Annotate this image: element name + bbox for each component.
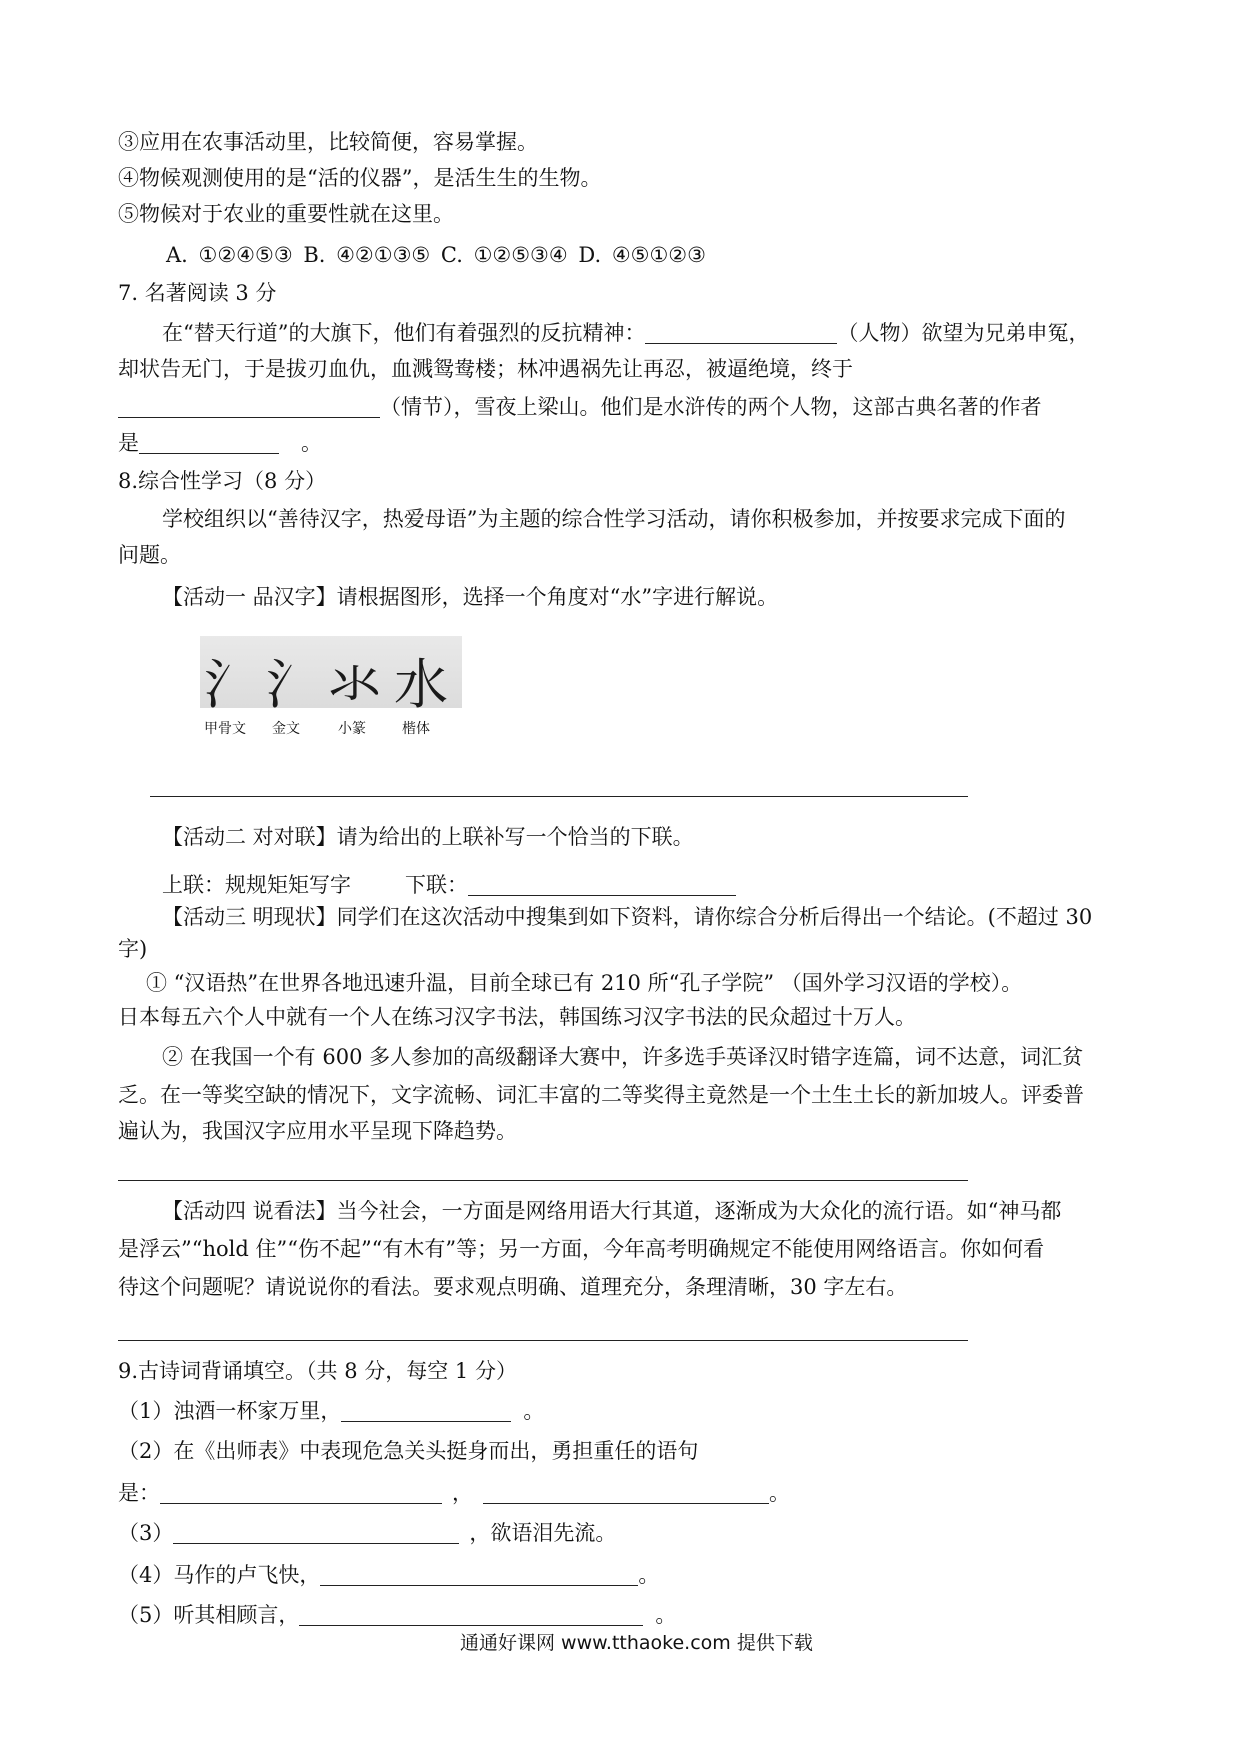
option-item-4: ④物候观测使用的是“活的仪器”，是活生生的生物。: [118, 166, 602, 190]
option-item-5: ⑤物候对于农业的重要性就在这里。: [118, 202, 454, 226]
q8-intro-line2: 问题。: [118, 543, 181, 567]
activity-1-prompt: 【活动一 品汉字】请根据图形，选择一个角度对“水”字进行解说。: [162, 585, 779, 609]
q7-line4: [118, 428, 322, 458]
caption-oracle: 甲骨文: [204, 721, 246, 737]
q9-s5-end: 。: [655, 1603, 677, 1627]
q9-s2-text: 是：: [118, 1481, 160, 1505]
activity-2-prompt: 【活动二 对对联】请为给出的上联补写一个恰当的下联。: [162, 825, 694, 849]
q9-s5-text: （5）听其相顾言，: [118, 1603, 300, 1627]
material-2-line3: 遍认为，我国汉字应用水平呈现下降趋势。: [118, 1119, 517, 1143]
activity-3-answer-line[interactable]: [118, 1180, 968, 1181]
q7-line4-text-b: 。: [301, 431, 322, 455]
q9-s4-blank[interactable]: [320, 1563, 638, 1586]
caption-seal: 小篆: [338, 721, 366, 737]
q9-title: 9.古诗词背诵填空。（共 8 分，每空 1 分）: [118, 1359, 517, 1383]
water-glyph-image: [200, 636, 462, 716]
q7-blank-character[interactable]: [645, 321, 837, 344]
q9-s4: [118, 1560, 659, 1590]
activity-3-prompt-2: 字): [118, 937, 148, 961]
q9-s3-end: ，欲语泪先流。: [469, 1521, 617, 1545]
glyph-seal: 氺: [328, 653, 382, 716]
q7-line3-text: （情节），雪夜上梁山。他们是水浒传的两个人物，这部古典名著的作者: [380, 395, 1042, 419]
couplet-lower-blank[interactable]: [468, 873, 736, 896]
q9-s4-text: （4）马作的卢飞快，: [118, 1563, 321, 1587]
q7-line1: [162, 318, 1089, 348]
q7-blank-plot[interactable]: [118, 395, 380, 418]
q7-line3: [118, 392, 1042, 422]
q7-line2: 却状告无门，于是拔刃血仇，血溅鸳鸯楼；林冲遇祸先让再忍，被逼绝境，终于: [118, 357, 853, 381]
q7-line1-text-a: 在“替天行道”的大旗下，他们有着强烈的反抗精神：: [162, 321, 646, 345]
material-1-line2: 日本每五六个人中就有一个人在练习汉字书法，韩国练习汉字书法的民众超过十万人。: [118, 1005, 916, 1029]
glyph-bronze: ⺡: [266, 653, 320, 716]
q8-intro-line1: 学校组织以“善待汉字，热爱母语”为主题的综合性学习活动，请你积极参加，并按要求完成下面的: [162, 507, 1066, 531]
q9-s1-text: （1）浊酒一杯家万里，: [118, 1399, 342, 1423]
q9-s3: [118, 1518, 616, 1548]
q7-line1-text-b: （人物）欲望为兄弟申冤，: [837, 321, 1090, 345]
q9-s5: [118, 1600, 676, 1630]
q9-s2-prompt: （2）在《出师表》中表现危急关头挺身而出，勇担重任的语句: [118, 1439, 699, 1463]
activity-4-line3: 待这个问题呢？请说说你的看法。要求观点明确、道理充分，条理清晰，30 字左右。: [118, 1275, 908, 1299]
answer-choices: A. ①②④⑤③ B. ④②①③⑤ C. ①②⑤③④ D. ④⑤①②③: [166, 243, 706, 267]
q9-s3-text: （3）: [118, 1521, 174, 1545]
couplet-line: [162, 870, 736, 900]
q9-s1-blank[interactable]: [341, 1399, 511, 1422]
q9-s4-end: 。: [638, 1563, 660, 1587]
activity-1-answer-line[interactable]: [150, 796, 968, 797]
material-2-line1: ② 在我国一个有 600 多人参加的高级翻译大赛中，许多选手英译汉时错字连篇，词不达意，词汇贫: [162, 1045, 1084, 1069]
activity-4-answer-line[interactable]: [118, 1340, 968, 1341]
glyph-oracle: 氵: [204, 653, 258, 716]
q9-s2-blank-2[interactable]: [483, 1481, 769, 1504]
page-footer: 通通好课网 www.tthaoke.com 提供下载: [460, 1632, 813, 1654]
q9-s2-comma: ，: [452, 1481, 473, 1505]
caption-bronze: 金文: [272, 721, 300, 737]
q7-blank-author[interactable]: [139, 431, 279, 454]
q9-s2: [118, 1478, 790, 1508]
glyph-regular: 水: [394, 653, 448, 716]
couplet-lower-label: 下联：: [405, 873, 468, 897]
activity-4-line1: 【活动四 说看法】当今社会，一方面是网络用语大行其道，逐渐成为大众化的流行语。如“神马都: [162, 1199, 1062, 1223]
q8-title: 8.综合性学习（8 分）: [118, 469, 327, 493]
q9-s2-blank-1[interactable]: [160, 1481, 442, 1504]
material-2-line2: 乏。在一等奖空缺的情况下，文字流畅、词汇丰富的二等奖得主竟然是一个土生土长的新加坡人。评委普: [118, 1083, 1084, 1107]
activity-3-prompt-1: 【活动三 明现状】同学们在这次活动中搜集到如下资料，请你综合分析后得出一个结论。(不超过 30: [162, 905, 1093, 929]
q7-line4-text-a: 是: [118, 431, 139, 455]
option-item-3: ③应用在农事活动里，比较简便，容易掌握。: [118, 130, 538, 154]
q9-s1: [118, 1396, 544, 1426]
caption-regular: 楷体: [402, 721, 430, 737]
activity-4-line2: 是浮云”“hold 住”“伤不起”“有木有”等；另一方面，今年高考明确规定不能使用网络语言。你如何看: [118, 1237, 1045, 1261]
q9-s1-end: 。: [523, 1399, 545, 1423]
q7-title: 7. 名著阅读 3 分: [118, 281, 277, 305]
couplet-upper: 上联：规规矩矩写字: [162, 873, 351, 897]
q9-s5-blank[interactable]: [299, 1603, 643, 1626]
material-1-line1: ① “汉语热”在世界各地迅速升温，目前全球已有 210 所“孔子学院” （国外学习汉语的学校）。: [146, 971, 1023, 995]
q9-s2-end: 。: [769, 1481, 790, 1505]
q9-s3-blank[interactable]: [173, 1521, 459, 1544]
